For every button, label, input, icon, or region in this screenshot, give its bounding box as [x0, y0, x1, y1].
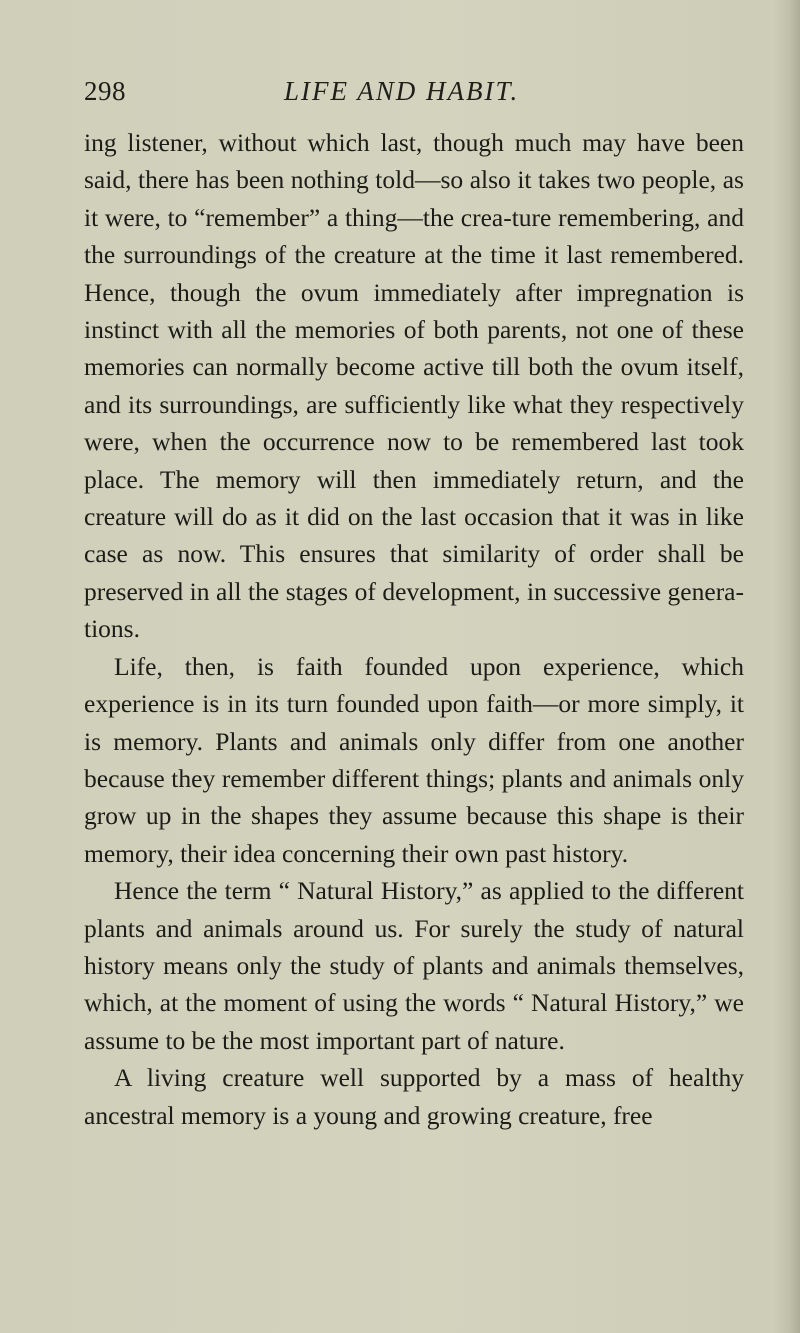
- paragraph-living-creature: A living creature well supported by a mass of healthy ancestral memory is a young and growing creature, free: [84, 1063, 744, 1130]
- running-title: LIFE AND HABIT.: [284, 76, 520, 106]
- running-head: [84, 76, 744, 116]
- paragraph-life-faith: Life, then, is faith founded upon experience, which experience is in its turn founded upon faith—or more simply, it is memory. Plants and animals only differ from one another because they remember different things; plants and animals only grow up in the shapes they assume because this shape is their memory, their idea concerning their own past history.: [84, 651, 744, 868]
- body-text: [84, 124, 744, 1134]
- paragraph-natural-history: Hence the term “ Natural History,” as applied to the different plants and animals around us. For surely the study of natural history means only the study of plants and animals themselves, which, at the moment of using the words “ Natural History,” we assume to be the most important part of nature.: [84, 876, 744, 1055]
- page-number: 298: [84, 76, 126, 106]
- page-edge-shadow: [774, 0, 800, 1333]
- paragraph-continued: ing listener, without which last, though much may have been said, there has been nothing told—so also it takes two people, as it were, to “remember” a thing—the crea-ture remembering, and the surroundings of the creature at the time it last remembered. Hence, though the ovum immediately after impregnation is instinct with all the memories of both parents, not one of these memories can normally become active till both the ovum itself, and its surroundings, are sufficiently like what they respectively were, when the occurrence now to be remembered last took place. The memory will then immediately return, and the creature will do as it did on the last occasion that it was in like case as now. This ensures that similarity of order shall be preserved in all the stages of development, in successive genera-tions.: [84, 128, 744, 644]
